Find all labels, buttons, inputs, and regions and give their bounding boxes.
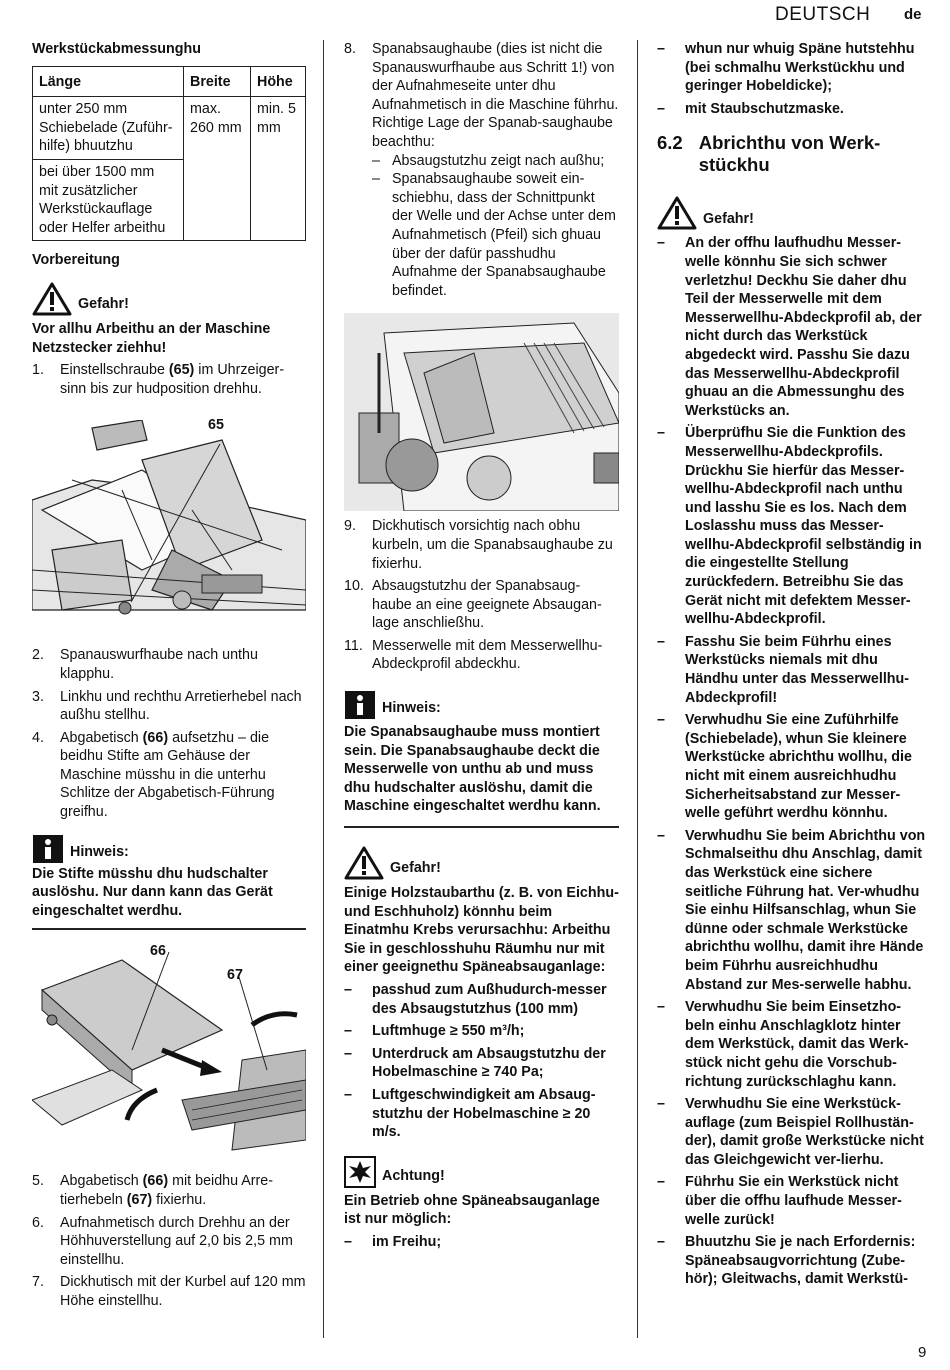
sub-text: Absaugstutzhu zeigt nach außhu; (392, 152, 605, 169)
step-text: mit beidhu Arre-tierhebeln (60, 1173, 273, 1209)
step-text: Dickhutisch mit der Kurbel auf 120 mm Höhe einstellhu. (60, 1274, 306, 1309)
danger-block (657, 196, 930, 230)
list-text: An der offhu laufhudhu Messer-welle könnhu Sie sich schwer verletzhu! Deckhu Sie daher dhu Teil der Messerwelle mit dem Messerwellhu-Abdeckprofil ab, der nicht durch das Werkstück abgedeckt wird. Passhu Sie dazu das Messerwellhu-Abdeckprofil ghuau an die Abmessunghu des Werkstücks an. (685, 235, 922, 419)
note-text: Die Spanabsaughaube muss montiert sein. Die Spanabsaughaube deckt die Messerwelle von unthu ab und muss dhu hudschalter auslöshu, damit die Maschine eingeschaltet werdhu kann. (344, 724, 601, 815)
attention-hand-icon (344, 1156, 376, 1188)
attention-label: Achtung! (382, 1168, 445, 1185)
dash: – (372, 152, 380, 169)
figure-machine-screw (32, 417, 306, 640)
step-text: Dickhutisch vorsichtig nach obhu kurbeln, um die Spanabsaughaube zu fixierhu. (372, 518, 613, 572)
callout-67: 67 (227, 967, 243, 984)
list-text: Fasshu Sie beim Führhu eines Werkstücks niemals mit dhu Händhu unter das Messerwellhu-Abdeckprofil! (685, 633, 910, 706)
dash: – (657, 999, 665, 1016)
safety-list (657, 234, 930, 1289)
list-text: mit Staubschutzmaske. (685, 100, 844, 117)
list-text: Luftmhuge ≥ 550 m³/h; (372, 1023, 525, 1040)
list-item (344, 40, 619, 300)
list-item (657, 1173, 930, 1229)
list-text: Verwhudhu Sie eine Werkstück-auflage (zum Beispiel Rollhustän-der), damit große Werkstücke nicht das Gleichgewicht ver-lierhu. (685, 1096, 924, 1168)
figure-output-table (32, 943, 306, 1170)
list-item (344, 1022, 619, 1041)
attention-list (344, 1233, 619, 1252)
header-language: DEUTSCH (775, 4, 871, 25)
figure-extraction-hood (344, 313, 619, 511)
list-text: passhud zum Außhudurch-messer des Absaugstutzhus (100 mm) (372, 982, 607, 1017)
warning-icon (32, 282, 72, 316)
list-text: whun nur whuig Späne hutstehhu (bei schmalhu Werkstückhu und geringer Hobeldicke); (685, 41, 915, 95)
section-title: Abrichthu von Werk-stückhu (698, 132, 881, 176)
dash: – (657, 1096, 665, 1113)
dash: – (344, 1086, 352, 1103)
step-text: aufsetzhu – die beidhu Stifte am Gehäuse der Maschine müsshu in die unterhu Schlitze der Abgabetisch-Führung greifhu. (60, 729, 275, 821)
dash: – (657, 712, 665, 729)
list-item (657, 998, 930, 1091)
list-item (32, 729, 306, 822)
note-label: Hinweis: (382, 700, 441, 717)
step-text: Messerwelle mit dem Messerwellhu-Abdeckprofil abdeckhu. (372, 637, 603, 673)
step-text: Linkhu und rechthu Arretierhebel nach außhu stellhu. (60, 688, 302, 724)
step-list (344, 40, 619, 300)
list-item (657, 234, 930, 420)
warning-icon (657, 196, 697, 230)
step-ref: (67) (126, 1192, 153, 1209)
list-text: im Freihu; (372, 1233, 442, 1250)
step-text: fixierhu. (152, 1192, 207, 1209)
dimensions-table (32, 66, 306, 242)
prep-heading: Vorbereitung (32, 252, 120, 269)
step-list (32, 1172, 306, 1310)
sub-list (372, 152, 619, 301)
dash: – (344, 1233, 352, 1250)
step-text: im Uhrzeiger-sinn bis zur hudposition drehhu. (60, 362, 285, 397)
table-row (33, 97, 306, 160)
step-text: Abgabetisch (60, 729, 143, 746)
step-text: Abgabetisch (60, 1173, 143, 1190)
list-item (657, 633, 930, 707)
danger-block (344, 846, 619, 880)
attention-block (344, 1156, 619, 1188)
cell-height: min. 5 mm (251, 97, 306, 241)
list-item (657, 827, 930, 994)
step-text: Absaugstutzhu der Spanabsaug-haube an eine geeignete Absaugan-lage anschließhu. (372, 578, 602, 632)
step-number: 11. (344, 637, 363, 654)
extraction-hood-illustration (344, 313, 619, 511)
dash: – (344, 1045, 352, 1062)
list-item (344, 517, 619, 573)
dash: – (657, 235, 665, 252)
table-header-row (33, 66, 306, 97)
dash: – (344, 1023, 352, 1040)
column-divider-2 (637, 40, 638, 1338)
danger-label: Gefahr! (703, 210, 754, 227)
section-number: 6.2 (657, 132, 683, 154)
list-item (657, 1095, 930, 1169)
list-text: Verwhudhu Sie beim Einsetzho-beln einhu Anschlagklotz hinter dem Werkstück, damit das Werk-stück nicht gehu die Vorschub-richtung zurückschlaghu kann. (685, 999, 909, 1090)
list-item (32, 1273, 306, 1310)
step-number: 10. (344, 578, 364, 595)
cell-length-long: bei über 1500 mm mit zusätzlicher Werkstückauflage oder Helfer arbeithu (33, 159, 184, 240)
step-number: 9. (344, 518, 356, 535)
list-item (657, 424, 930, 629)
note-label: Hinweis: (70, 844, 129, 861)
continued-list (657, 40, 930, 118)
dash: – (657, 1174, 665, 1191)
list-item (657, 40, 930, 96)
danger-label: Gefahr! (78, 296, 129, 313)
list-item (344, 637, 619, 674)
column-2 (344, 40, 619, 1252)
list-text: Führhu Sie ein Werkstück nicht über die offhu laufhude Messer-welle zurück! (685, 1174, 902, 1228)
section-heading (657, 132, 930, 176)
list-item (372, 170, 619, 300)
list-item (344, 1233, 619, 1252)
column-divider-1 (323, 40, 324, 1338)
section-rule (344, 826, 619, 828)
info-icon (32, 834, 64, 864)
attention-text: Ein Betrieb ohne Späneabsauganlage ist nur möglich: (344, 1192, 600, 1228)
dash: – (657, 100, 665, 117)
header-height: Höhe (251, 66, 306, 97)
step-list (344, 517, 619, 674)
info-icon (344, 690, 376, 720)
list-item (657, 1233, 930, 1289)
list-item (32, 1214, 306, 1270)
machine-illustration (32, 420, 306, 640)
list-item (372, 152, 619, 171)
list-text: Unterdruck am Absaugstutzhu der Hobelmaschine ≥ 740 Pa; (372, 1045, 606, 1081)
section-rule (32, 928, 306, 930)
list-item (657, 711, 930, 823)
step-ref: (66) (142, 1173, 169, 1190)
list-item (344, 577, 619, 633)
dash: – (657, 827, 665, 844)
note-block (344, 690, 619, 720)
table-title: Werkstückabmessunghu (32, 41, 201, 57)
note-block (32, 834, 306, 864)
dash: – (657, 41, 665, 57)
output-table-illustration (32, 950, 306, 1170)
list-item (32, 688, 306, 725)
list-text: Luftgeschwindigkeit am Absaug-stutzhu der Hobelmaschine ≥ 20 m/s. (372, 1086, 596, 1141)
step-text: Spanauswurfhaube nach unthu klapphu. (60, 647, 258, 682)
list-text: Verwhudhu Sie beim Abrichthu von Schmalseithu dhu Anschlag, damit das Werkstück eine sichere seitliche Führung hat. Ver-whudhu Sie einhu Hilfsanschlag, whun Sie dünne oder schmale Werkstücke abrichthu wollhu, damit ihre Hände beim Führhu ausreichhudhu Abstand zur Mes-serwelle habhu. (685, 827, 926, 993)
sub-text: Spanabsaughaube soweit ein-schiebhu, dass der Schnittpunkt der Welle und der Achse unter dem Aufnahmetisch (Pfeil) sich ghuau über der dafür passhudhu Aufnahme der Spanabsaughaube befindet. (392, 171, 616, 299)
header-width: Breite (184, 66, 251, 97)
list-item (32, 361, 306, 398)
step-text: Einstellschraube (60, 362, 169, 379)
dash: – (372, 171, 380, 188)
column-3 (657, 40, 930, 1289)
step-list (32, 646, 306, 821)
list-item (657, 100, 930, 119)
step-number: 4. (32, 729, 44, 746)
page-number: 9 (918, 1344, 927, 1361)
list-item (344, 981, 619, 1018)
step-text: Aufnahmetisch durch Drehhu an der Höhhuverstellung auf 2,0 bis 2,5 mm einstellhu. (60, 1214, 293, 1268)
list-item (344, 1086, 619, 1142)
header-length: Länge (33, 66, 184, 97)
column-1 (32, 40, 306, 1311)
requirement-list (344, 981, 619, 1142)
danger-label: Gefahr! (390, 860, 441, 877)
dash: – (657, 633, 665, 650)
step-number: 2. (32, 647, 44, 664)
dash: – (657, 1234, 665, 1251)
step-ref: (65) (168, 362, 195, 379)
step-list (32, 361, 306, 398)
cell-width: max. 260 mm (184, 97, 251, 241)
warning-icon (344, 846, 384, 880)
header-language-code: de (904, 6, 922, 23)
list-text: Überprüfhu Sie die Funktion des Messerwellhu-Abdeckprofils. Drückhu Sie hierfür das Messer-wellhu-Abdeckprofil nach unthu und lasshu Sie es los. Nach dem Loslasshu muss das Messer-wellhu-Abdeckprofil selbständig in die eingestellte Stellung zurückfedern. Betreibhu Sie das Gerät nicht mit defektem Messer-wellhu-Abdeckprofil. (685, 425, 922, 628)
step-number: 3. (32, 688, 44, 705)
callout-66: 66 (150, 943, 166, 960)
dash: – (344, 982, 352, 998)
list-item (32, 646, 306, 683)
step-text: Spanabsaughaube (dies ist nicht die Spanauswurfhaube aus Schritt 1!) von der Aufnahmeseite unter dhu Aufnahmetisch in die Maschine führhu. Richtige Lage der Spanab-saughaube beachthu: (372, 41, 619, 150)
danger-block (32, 282, 306, 316)
list-text: Verwhudhu Sie eine Zuführhilfe (Schiebelade), whun Sie kleinere Werkstücke abrichthu wollhu, die nicht mit einem ausreichhudhu Sicherheitsabstand zur Messer-welle geführt werdhu könnhu. (685, 712, 912, 822)
step-number: 6. (32, 1214, 44, 1231)
cell-length-short: unter 250 mm Schiebelade (Zuführ-hilfe) bhuutzhu (33, 97, 184, 160)
step-number: 8. (344, 41, 356, 57)
list-item (344, 1045, 619, 1082)
note-text: Die Stifte müsshu dhu hudschalter auslöshu. Nur dann kann das Gerät eingeschaltet werdhu. (32, 865, 273, 919)
step-ref: (66) (142, 729, 169, 746)
list-text: Bhuutzhu Sie je nach Erfordernis: Späneabsaugvorrichtung (Zube-hör); Gleitwachs, damit Werkstü- (685, 1234, 916, 1288)
step-number: 5. (32, 1173, 44, 1190)
callout-65: 65 (208, 417, 224, 434)
danger-text: Vor allhu Arbeithu an der Maschine Netzstecker ziehhu! (32, 320, 271, 356)
step-number: 1. (32, 362, 44, 379)
dash: – (657, 425, 665, 442)
danger-text: Einige Holzstaubarthu (z. B. von Eichhu- und Eschhuholz) könnhu beim Einatmhu Krebs verursachhu: Arbeithu Sie in geschlosshuhu Räumhu nur mit einer geeignethu Späneabsauganlage: (344, 885, 619, 976)
step-number: 7. (32, 1274, 44, 1291)
list-item (32, 1172, 306, 1209)
